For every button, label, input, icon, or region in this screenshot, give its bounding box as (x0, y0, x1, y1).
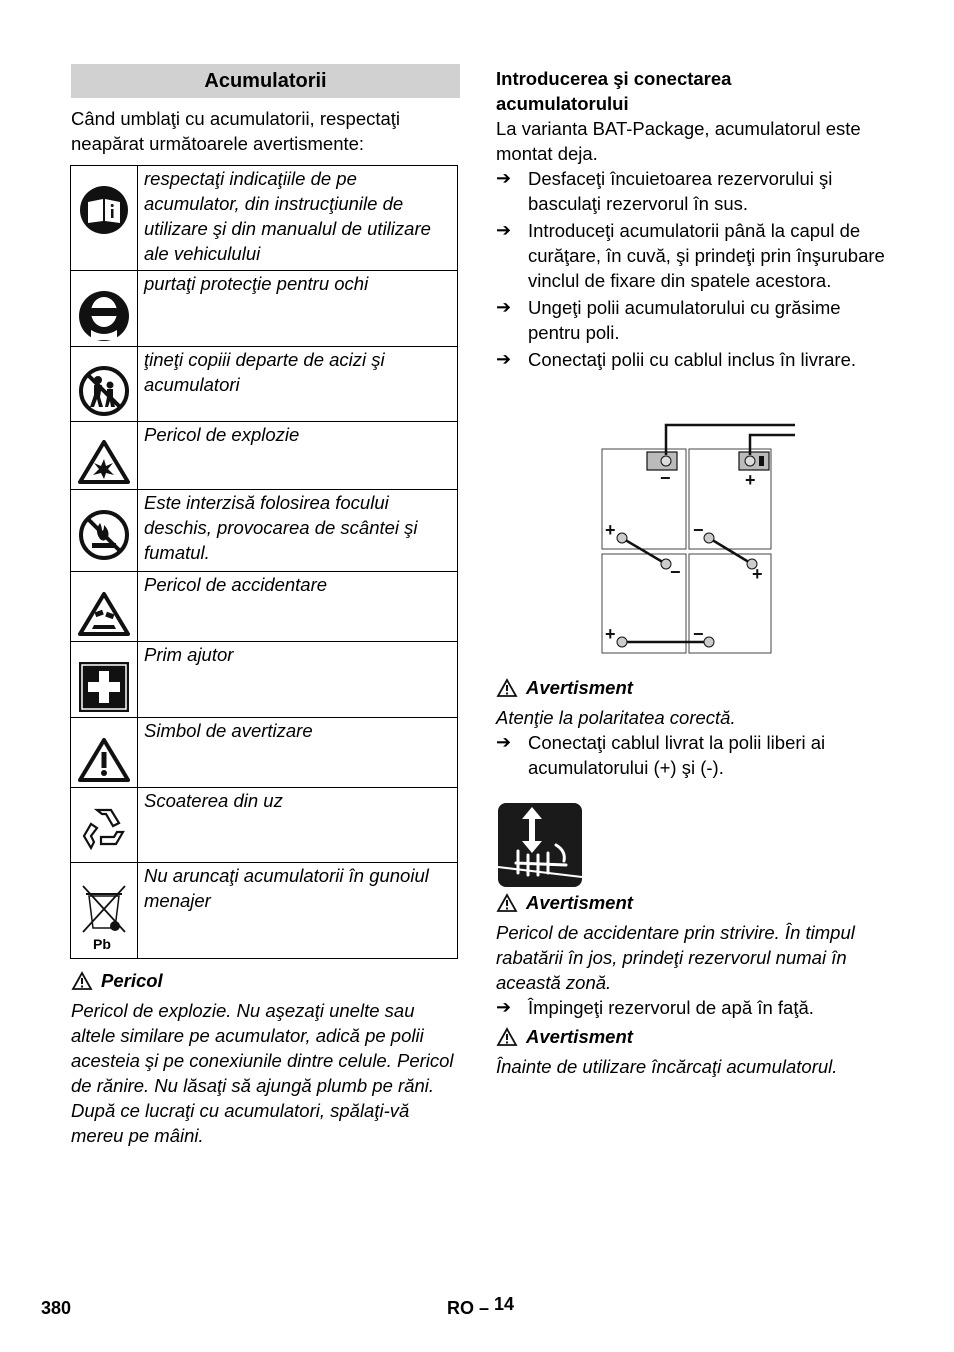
sign-minus-3: − (670, 562, 681, 582)
danger-title: Pericol (101, 970, 163, 991)
list-item: ➔ Ungeţi polii acumulatorului cu grăsime pentru poli. (496, 297, 841, 343)
warning2-title: Avertisment (526, 892, 633, 913)
no-open-fire-icon (78, 509, 130, 561)
symbol-text-explosion: Pericol de explozie (138, 422, 458, 490)
warning1-title: Avertisment (526, 677, 633, 698)
symbol-text-children: ţineţi copiii departe de acizi şi acumulatori (138, 347, 458, 422)
hand-crush-icon (498, 803, 582, 887)
sign-plus-1: + (745, 470, 756, 490)
arrow-right-icon: ➔ (496, 220, 512, 240)
arrow-right-icon: ➔ (496, 168, 512, 188)
arrow-right-icon: ➔ (496, 997, 512, 1017)
list-item: ➔ Introduceţi acumulatorii până la capul de curăţare, în cuvă, şi prindeţi prin înşurubare vinclul de fixare din spatele acestora. (496, 220, 885, 291)
warning1-heading (496, 677, 633, 699)
arrow-right-icon: ➔ (496, 349, 512, 369)
warning-triangle-small-icon (496, 1027, 518, 1047)
warning-triangle-small-icon (496, 893, 518, 913)
link-cable-2 (709, 538, 752, 564)
symbol-text-corrosive: Pericol de accidentare (138, 572, 458, 642)
section-heading-batteries: Acumulatorii (71, 64, 460, 98)
warning2-step: Împingeţi rezervorul de apă în faţă. (528, 997, 814, 1018)
warning3-text: Înainte de utilizare încărcaţi acumulatorul. (496, 1056, 838, 1077)
corrosive-hazard-icon (78, 591, 130, 637)
arrow-right-icon: ➔ (496, 732, 512, 752)
warning3-heading (496, 1026, 633, 1048)
first-aid-icon (78, 661, 130, 713)
sign-minus-4: − (693, 624, 704, 644)
recycling-icon (77, 804, 131, 854)
sign-minus-1: − (660, 468, 671, 488)
list-item (496, 995, 888, 1020)
warning-triangle-small-icon (71, 971, 93, 991)
symbol-text-no-fire: Este interzisă folosirea focului deschis, provocarea de scântei şi fumatul. (138, 490, 458, 572)
danger-text: Pericol de explozie. Nu aşezaţi unelte sau altele similare pe acumulator, adică pe polii acesteia şi pe conexiunile dintre celule. Pericol de rănire. Nu lăsaţi să ajungă plumb pe răni. După ce lucraţi cu acumulatori, spălaţi-vă mereu pe mâini. (71, 1000, 454, 1146)
symbol-text-manual: respectaţi indicaţiile de pe acumulator, din instrucţiunile de utilizare şi din manualul de utilizare ale vehiculului (138, 166, 458, 271)
warning1-text: Atenţie la polaritatea corectă. (496, 707, 736, 728)
crossed-bin-pb-icon (77, 878, 131, 936)
keep-children-away-icon (78, 365, 130, 417)
sign-plus-4: + (605, 624, 616, 644)
link-cable-1 (622, 538, 666, 564)
symbol-text-recycling: Scoaterea din uz (138, 788, 458, 863)
warning2-heading (496, 892, 633, 914)
warning-triangle-icon (78, 737, 130, 783)
right-intro: La varianta BAT-Package, acumulatorul este montat deja. (496, 118, 861, 164)
symbol-text-eye-protection: purtaţi protecţie pentru ochi (138, 271, 458, 347)
explosion-hazard-icon (78, 439, 130, 485)
list-item: ➔ Conectaţi polii cu cablul inclus în livrare. (496, 349, 857, 370)
safety-symbols-table (70, 165, 458, 959)
symbol-text-disposal: Nu aruncaţi acumulatorii în gunoiul menajer (138, 863, 458, 959)
pb-label: Pb (93, 936, 111, 952)
warning3-title: Avertisment (526, 1026, 633, 1047)
main-cable-negative (666, 425, 795, 455)
symbol-text-warning: Simbol de avertizare (138, 718, 458, 788)
warning1-step: Conectaţi cablul livrat la polii liberi ai acumulatorului (+) şi (-). (528, 732, 826, 778)
footer-lang: RO – 14 (447, 1294, 515, 1318)
steps-list (496, 166, 888, 372)
battery-wiring-diagram (600, 422, 800, 658)
page-number: 380 (41, 1298, 72, 1318)
danger-heading (71, 970, 163, 992)
warning2-text: Pericol de accidentare prin strivire. În timpul rabatării în jos, prindeţi rezervorul numai în această zonă. (496, 922, 855, 993)
sign-plus-3: + (752, 564, 763, 584)
manual-book-icon (79, 185, 129, 235)
eye-protection-icon (78, 290, 130, 342)
arrow-right-icon: ➔ (496, 297, 512, 317)
batteries-intro: Când umblaţi cu acumulatorii, respectaţi neapărat următoarele avertismente: (71, 108, 401, 154)
warning-triangle-small-icon (496, 678, 518, 698)
list-item: ➔ Desfaceţi încuietoarea rezervorului şi basculaţi rezervorul în sus. (496, 168, 833, 214)
sign-minus-2: − (693, 520, 704, 540)
sign-plus-2: + (605, 520, 616, 540)
right-heading: Introducerea şi conectarea acumulatorului (496, 68, 732, 114)
list-item (496, 730, 888, 780)
symbol-text-first-aid: Prim ajutor (138, 642, 458, 718)
